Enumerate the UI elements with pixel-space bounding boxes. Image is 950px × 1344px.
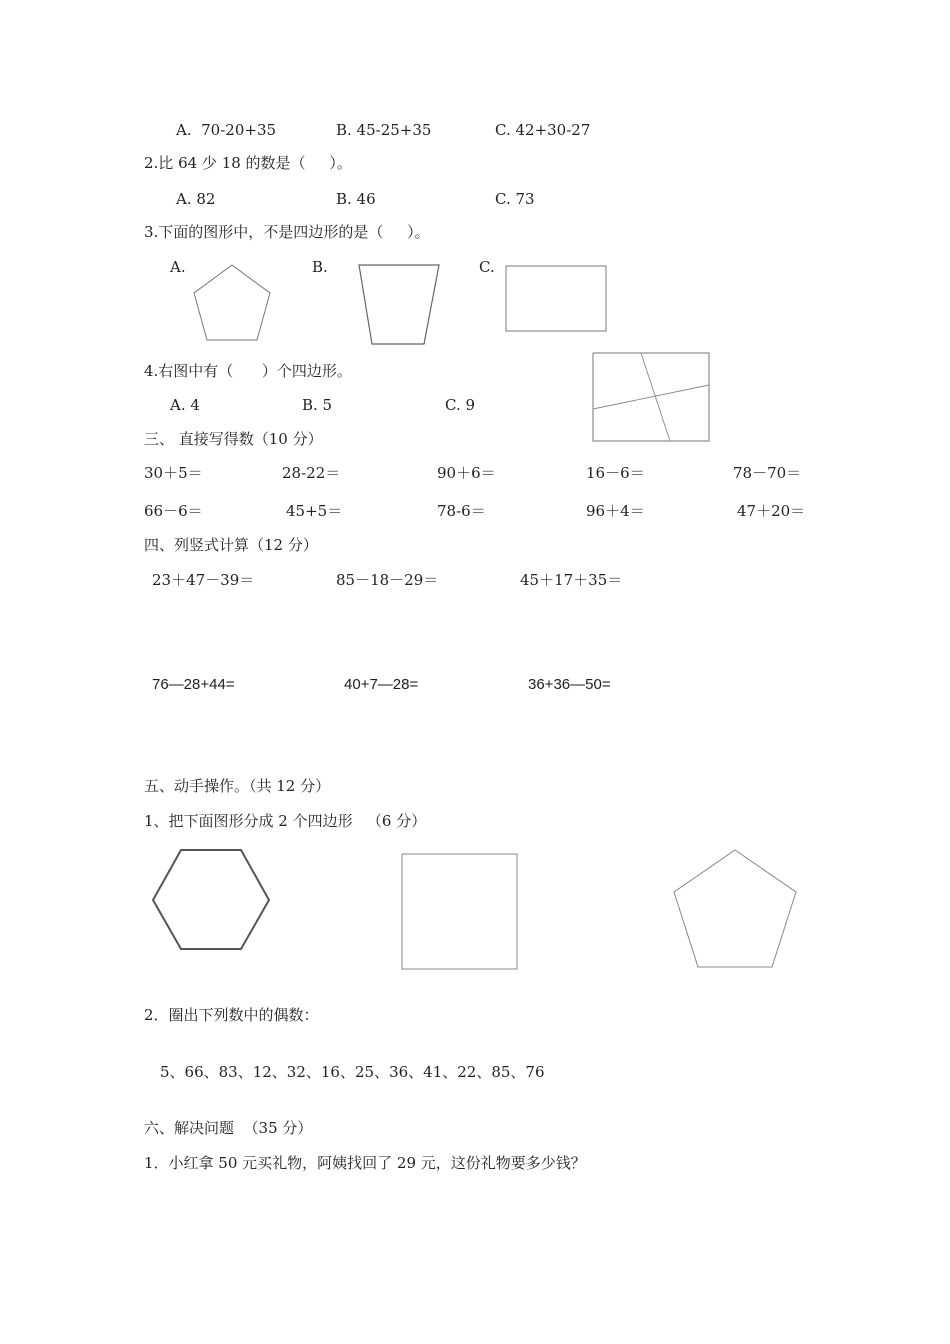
s3-problem: 16－6＝ — [586, 464, 645, 482]
section6-title: 六、解决问题 （35 分） — [144, 1119, 313, 1137]
section4-title: 四、列竖式计算（12 分） — [144, 536, 318, 554]
s4-problem: 85－18－29＝ — [336, 571, 439, 589]
q3-option-a: A. — [170, 258, 186, 276]
s3-problem: 78－70＝ — [733, 464, 802, 482]
s4-problem: 76—28+44= — [152, 676, 235, 693]
s4-problem: 45＋17＋35＝ — [520, 571, 623, 589]
s3-problem: 30＋5＝ — [144, 464, 203, 482]
q3-pentagon-figure — [188, 258, 278, 348]
s4-problem: 36+36—50= — [528, 676, 611, 693]
q4-option-b: B. 5 — [302, 396, 333, 414]
s3-problem: 66－6＝ — [144, 502, 203, 520]
s6-q1: 1．小红拿 50 元买礼物，阿姨找回了 29 元，这份礼物要多少钱？ — [144, 1154, 586, 1172]
q3-trapezoid-figure — [355, 262, 445, 348]
q2-option-c: C. 73 — [495, 190, 535, 208]
q3-rectangle-figure — [503, 263, 611, 335]
q2-option-a: A. 82 — [176, 190, 216, 208]
s5-hexagon-figure — [148, 846, 274, 954]
section3-title: 三、 直接写得数（10 分） — [144, 430, 323, 448]
s3-problem: 45+5＝ — [286, 502, 343, 520]
s3-problem: 78-6＝ — [437, 502, 486, 520]
q4-stem: 4.右图中有（ ）个四边形。 — [144, 362, 352, 380]
s3-problem: 47＋20＝ — [737, 502, 806, 520]
section5-title: 五、动手操作。（共 12 分） — [144, 777, 331, 795]
s3-problem: 96＋4＝ — [586, 502, 645, 520]
s5-square-figure — [398, 850, 522, 974]
q1-option-a: A. 70-20+35 — [176, 121, 277, 139]
q4-option-c: C. 9 — [445, 396, 476, 414]
q1-option-b: B. 45-25+35 — [336, 121, 432, 139]
s5-q2: 2．圈出下列数中的偶数： — [144, 1006, 319, 1024]
s4-problem: 23＋47－39＝ — [152, 571, 255, 589]
s3-problem: 28-22＝ — [282, 464, 341, 482]
q4-divided-rectangle-figure — [590, 350, 714, 444]
q3-stem: 3.下面的图形中，不是四边形的是（ ）。 — [144, 223, 430, 241]
s5-even-numbers: 5、66、83、12、32、16、25、36、41、22、85、76 — [160, 1063, 545, 1081]
s5-q1: 1、把下面图形分成 2 个四边形 （6 分） — [144, 812, 427, 830]
q2-option-b: B. 46 — [336, 190, 376, 208]
q3-option-c: C. — [479, 258, 495, 276]
q1-option-c: C. 42+30-27 — [495, 121, 591, 139]
s3-problem: 90＋6＝ — [437, 464, 496, 482]
s4-problem: 40+7—28= — [344, 676, 419, 693]
q4-option-a: A. 4 — [170, 396, 200, 414]
s5-pentagon-figure — [668, 846, 802, 972]
q3-option-b: B. — [312, 258, 328, 276]
q2-stem: 2.比 64 少 18 的数是（ ）。 — [144, 154, 352, 172]
